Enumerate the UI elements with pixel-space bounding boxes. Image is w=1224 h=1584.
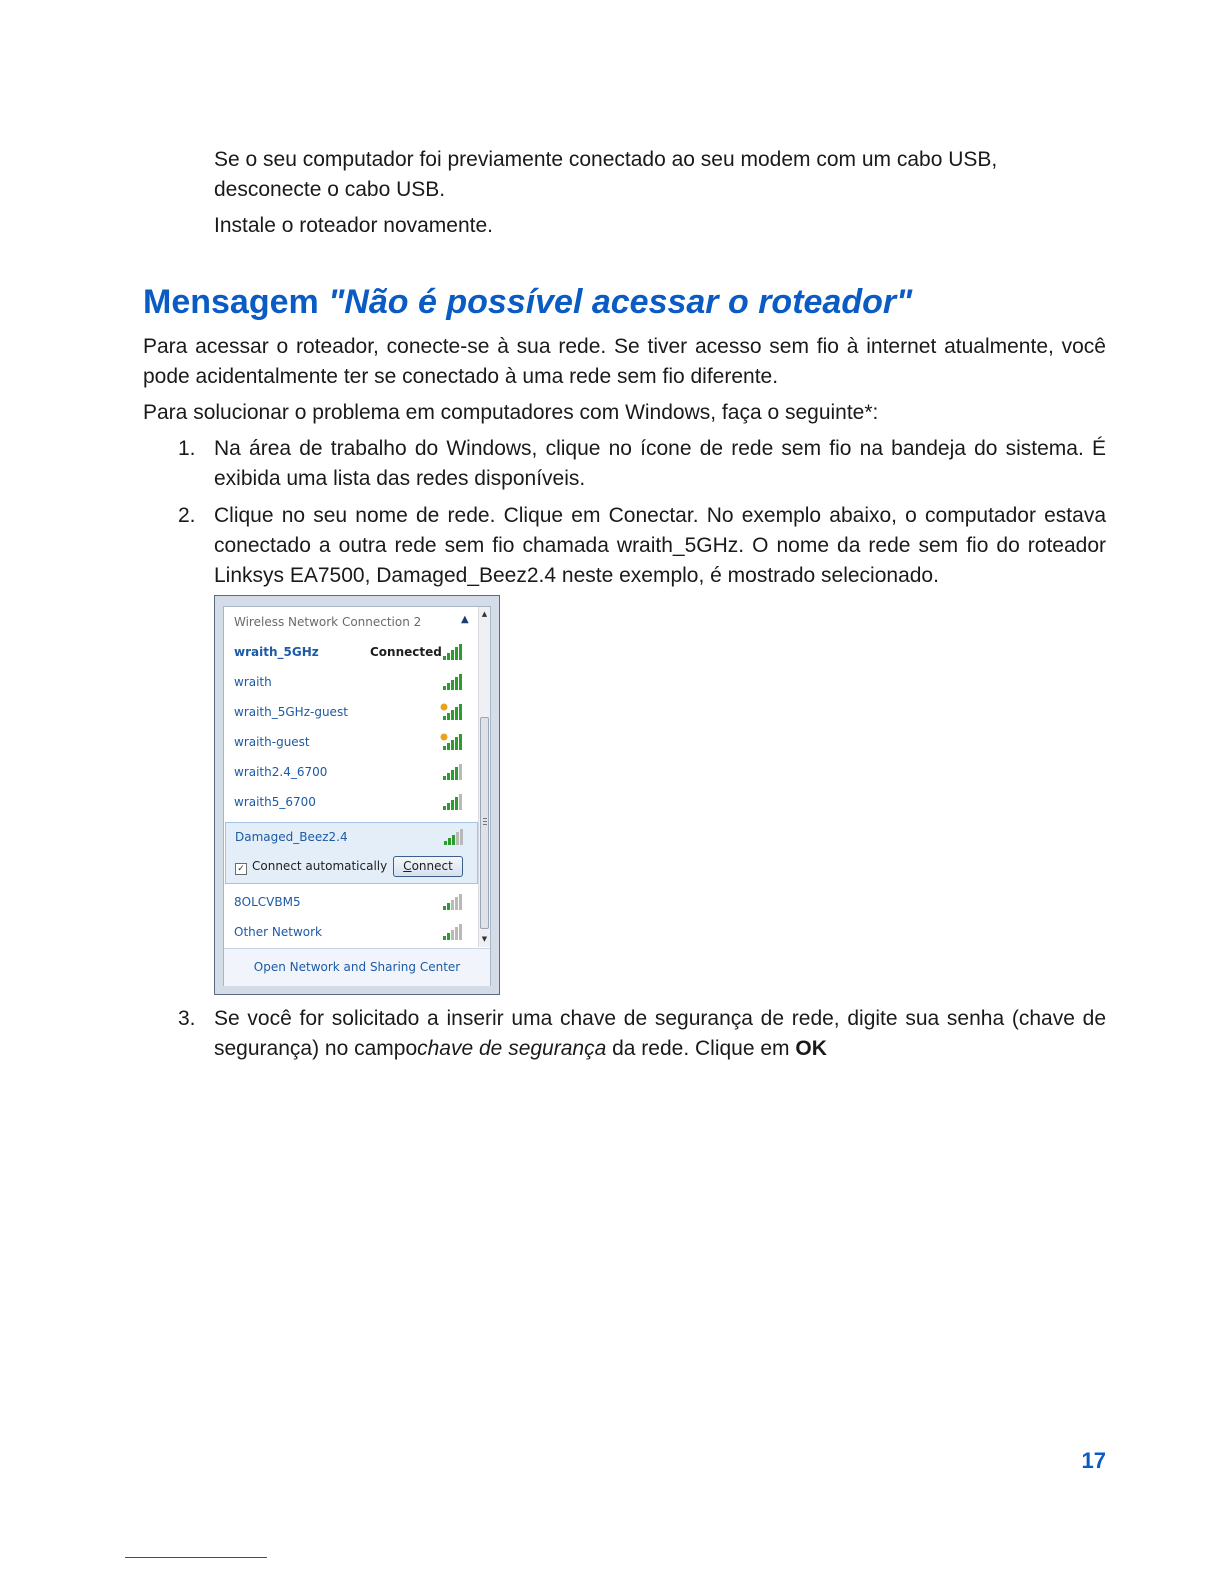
scrollbar-thumb[interactable] <box>480 717 489 929</box>
signal-strength-icon <box>441 828 465 846</box>
signal-bar <box>451 900 454 910</box>
connect-automatically-option[interactable] <box>235 859 387 875</box>
signal-bar <box>452 835 455 845</box>
signal-strength-icon <box>440 643 464 661</box>
signal-bar <box>455 767 458 780</box>
network-list-scrollbar[interactable] <box>478 607 490 947</box>
network-row-wraith-guest[interactable] <box>224 727 479 757</box>
network-row-wraith-5ghz[interactable] <box>224 637 479 667</box>
step-2-text: Clique no seu nome de rede. Clique em Conectar. No exemplo abaixo, o computador estava conectado a outra rede sem fio chamada wraith_5GHz. O nome da rede sem fio do roteador Linksys EA7500, Damaged_Beez2.4 neste exemplo, é mostrado selecionado. <box>214 504 1106 587</box>
signal-bar <box>451 770 454 780</box>
connection-header: Wireless Network Connection 2 <box>234 615 422 629</box>
network-name: wraith_5GHz <box>234 645 319 659</box>
step-3-text-after: da rede. Clique em <box>606 1037 796 1060</box>
signal-bar <box>443 746 446 750</box>
signal-bar <box>459 734 462 750</box>
network-name: 8OLCVBM5 <box>234 895 301 909</box>
signal-bar <box>444 841 447 845</box>
step-3-number: 3. <box>178 1007 196 1030</box>
heading-quoted: "Não é possível acessar o roteador" <box>328 283 913 321</box>
signal-bar <box>443 656 446 660</box>
network-status: Connected <box>370 645 442 659</box>
signal-strength-icon <box>440 673 464 691</box>
network-row-8olcvbm5[interactable] <box>224 887 479 917</box>
signal-bar <box>455 897 458 910</box>
signal-bar <box>459 674 462 690</box>
signal-bar <box>443 906 446 910</box>
step-3-text-bold: OK <box>795 1037 827 1060</box>
step-2-number: 2. <box>178 504 196 527</box>
signal-bar <box>455 927 458 940</box>
warning-shield-icon <box>441 734 448 741</box>
signal-bar <box>451 740 454 750</box>
signal-bar <box>447 933 450 940</box>
scroll-down-arrow-icon[interactable]: ▼ <box>481 935 488 943</box>
connect-button[interactable] <box>393 856 463 877</box>
connect-automatically-label: Connect automatically <box>252 859 388 873</box>
intro-paragraph-usb: Se o seu computador foi previamente conectado ao seu modem com um cabo USB, desconecte o cabo USB. <box>214 148 998 201</box>
connect-button-label: onnect <box>411 859 453 873</box>
warning-shield-icon <box>441 704 448 711</box>
network-row-wraith2-4-6700[interactable] <box>224 757 479 787</box>
network-row-other-network[interactable] <box>224 917 479 947</box>
chevron-up-icon[interactable]: ▲ <box>461 614 469 625</box>
signal-bar <box>443 936 446 940</box>
network-name: Damaged_Beez2.4 <box>235 830 348 844</box>
signal-bar <box>447 903 450 910</box>
signal-bar <box>447 713 450 720</box>
signal-bar <box>459 704 462 720</box>
signal-bar <box>455 737 458 750</box>
section-paragraph-2: Para solucionar o problema em computadores com Windows, faça o seguinte*: <box>143 401 879 424</box>
signal-bar <box>459 894 462 910</box>
signal-bar <box>451 680 454 690</box>
signal-bar <box>456 832 459 845</box>
signal-bar <box>447 773 450 780</box>
signal-bar <box>459 924 462 940</box>
checkbox-checked-icon[interactable]: ✓ <box>235 863 247 875</box>
signal-bar <box>451 800 454 810</box>
wifi-popup-panel <box>223 606 491 986</box>
step-3-text-before: Se você for solicitado a inserir uma chave de segurança de rede, digite sua senha (chave de segurança) no campo <box>214 1007 1106 1060</box>
signal-bar <box>443 806 446 810</box>
heading-plain: Mensagem <box>143 283 329 321</box>
wifi-network-popup <box>214 595 500 995</box>
step-1-text: Na área de trabalho do Windows, clique no ícone de rede sem fio na bandeja do sistema. É exibida uma lista das redes disponíveis. <box>214 437 1106 490</box>
step-1-number: 1. <box>178 437 196 460</box>
signal-strength-warning-icon <box>440 703 464 721</box>
signal-bar <box>455 707 458 720</box>
signal-bar <box>443 686 446 690</box>
network-name: wraith-guest <box>234 735 310 749</box>
scrollbar-grip-icon <box>483 818 487 825</box>
signal-bar <box>443 776 446 780</box>
network-name: wraith <box>234 675 272 689</box>
network-name: wraith_5GHz-guest <box>234 705 348 719</box>
intro-paragraph-reinstall: Instale o roteador novamente. <box>214 214 494 237</box>
signal-bar <box>459 794 462 810</box>
network-row-damaged-beez-selected[interactable] <box>225 822 478 884</box>
signal-bar <box>455 677 458 690</box>
section-heading <box>143 280 912 324</box>
signal-bar <box>459 644 462 660</box>
network-name: wraith5_6700 <box>234 795 316 809</box>
signal-bar <box>455 647 458 660</box>
signal-strength-icon <box>440 793 464 811</box>
network-row-wraith-5ghz-guest[interactable] <box>224 697 479 727</box>
scroll-up-arrow-icon[interactable]: ▲ <box>481 610 488 618</box>
step-3-text <box>214 1004 1106 1064</box>
signal-bar <box>447 803 450 810</box>
signal-strength-icon <box>440 763 464 781</box>
signal-bar <box>451 710 454 720</box>
network-name: Other Network <box>234 925 322 939</box>
popup-footer <box>224 948 490 986</box>
signal-bar <box>447 743 450 750</box>
network-row-wraith5-6700[interactable] <box>224 787 479 817</box>
signal-strength-icon <box>440 893 464 911</box>
page-number: 17 <box>1081 1448 1106 1473</box>
signal-bar <box>459 764 462 780</box>
network-name: wraith2.4_6700 <box>234 765 328 779</box>
signal-bar <box>451 650 454 660</box>
connect-button-mnemonic: C <box>403 859 412 873</box>
signal-bar <box>448 838 451 845</box>
network-list <box>224 607 479 947</box>
footnote-divider <box>125 1557 267 1558</box>
signal-bar <box>447 683 450 690</box>
signal-bar <box>451 930 454 940</box>
signal-bar <box>455 797 458 810</box>
open-network-sharing-center-link[interactable]: Open Network and Sharing Center <box>253 960 461 974</box>
signal-strength-warning-icon <box>440 733 464 751</box>
signal-strength-icon <box>440 923 464 941</box>
signal-bar <box>460 829 463 845</box>
signal-bar <box>447 653 450 660</box>
step-3-text-italic: chave de segurança <box>417 1037 607 1060</box>
signal-bar <box>443 716 446 720</box>
network-row-wraith[interactable] <box>224 667 479 697</box>
section-paragraph-1: Para acessar o roteador, conecte-se à sua rede. Se tiver acesso sem fio à internet atualmente, você pode acidentalmente ter se conectado à uma rede sem fio diferente. <box>143 335 1106 388</box>
